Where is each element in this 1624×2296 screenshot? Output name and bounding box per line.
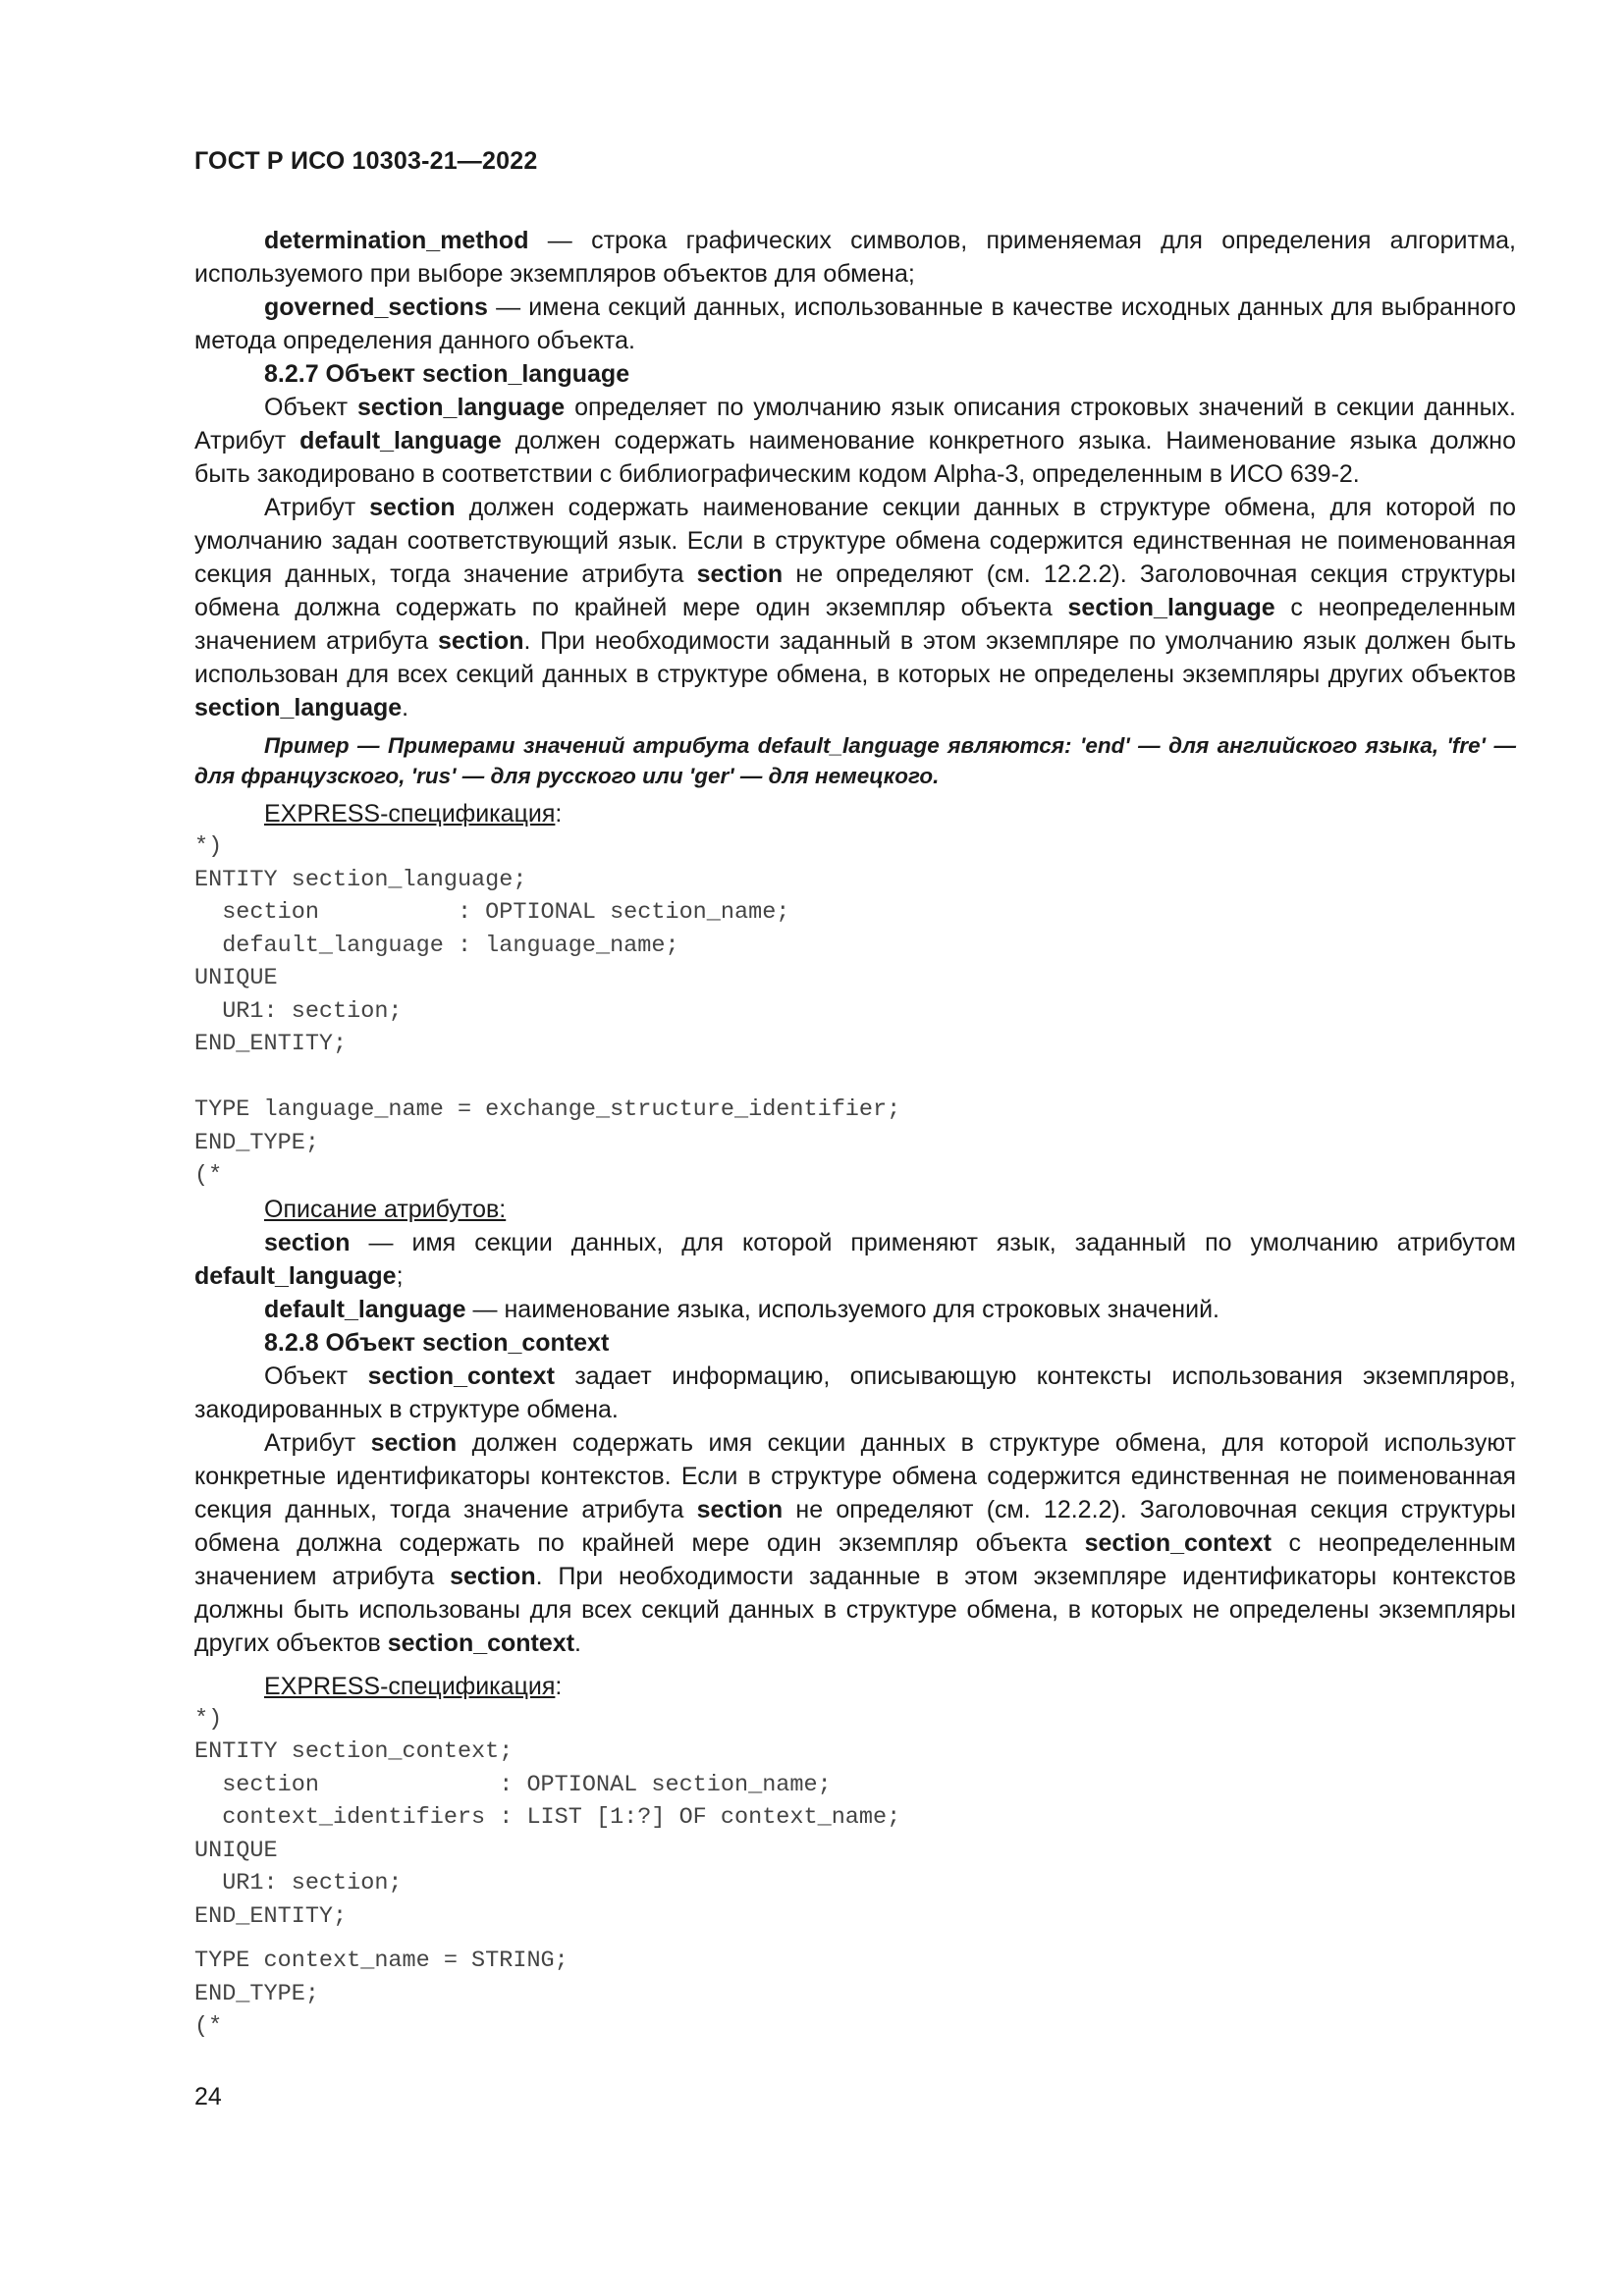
section-heading-8-2-7: 8.2.7 Объект section_language bbox=[264, 360, 630, 388]
paragraph-attr-section: section — имя секции данных, для которой применяют язык, заданный по умолчанию атрибутом default_language; bbox=[194, 1228, 1516, 1290]
attribute-description-label: Описание атрибутов: bbox=[264, 1195, 507, 1223]
example-note: Пример — Примерами значений атрибута default_language являются: 'end' — для английского языка, 'fre' — для французского, 'rus' — для русского или 'ger' — для немецкого. bbox=[194, 733, 1516, 788]
paragraph-section-language-intro: Объект section_language определяет по умолчанию язык описания строковых значений в секции данных. Атрибут default_language должен содержать наименование конкретного языка. Наименование языка должно быть закодировано в соответствии с библиографическим кодом Alpha-3, определенным в ИСО 639-2. bbox=[194, 394, 1516, 488]
express-code-context-name: TYPE context_name = STRING; END_TYPE; (* bbox=[194, 1948, 568, 2040]
paragraph-section-attribute: Атрибут section должен содержать наименование секции данных в структуре обмена, для которой по умолчанию задан соответствующий язык. Если в структуре обмена содержится единственная не поименованная секция данных, тогда значение атрибута section не определяют (см. 12.2.2). Заголовочная секция структуры обмена должна содержать по крайней мере один экземпляр объекта section_language с неопределенным значением атрибута section. При необходимости заданный в этом экземпляре по умолчанию язык должен быть использован для всех секций данных в структуре обмена, в которых не определены экземпляры других объектов section_language. bbox=[194, 494, 1517, 721]
express-code-section-context: *) ENTITY section_context; section : OPTIONAL section_name; context_identifiers : LIST [1:?] OF context_name; UNIQUE UR1: section; END_ENTITY; bbox=[194, 1705, 901, 1930]
page-number: 24 bbox=[194, 2083, 222, 2110]
paragraph-attr-default-language: default_language — наименование языка, используемого для строковых значений. bbox=[264, 1295, 1219, 1323]
express-code-section-language: *) ENTITY section_language; section : OPTIONAL section_name; default_language : language_name; UNIQUE UR1: section; END_ENTITY; TYPE language_name = exchange_structure_identifier; END_TYPE; (* bbox=[194, 833, 901, 1189]
paragraph-governed-sections: governed_sections — имена секций данных, использованные в качестве исходных данных для выбранного метода определения данного объекта. bbox=[194, 294, 1516, 354]
paragraph-section-context-attribute: Атрибут section должен содержать имя секции данных в структуре обмена, для которой используют конкретные идентификаторы контекстов. Если в структуре обмена содержится единственная не поименованная секция данных, тогда значение атрибута section не определяют (см. 12.2.2). Заголовочная секция структуры обмена должна содержать по крайней мере один экземпляр объекта section_context с неопределенным значением атрибута section. При необходимости заданные в этом экземпляре идентификаторы контекстов должны быть использованы для всех секций данных в структуре обмена, в которых не определены экземпляры других объектов section_context. bbox=[194, 1428, 1517, 1657]
document-header: ГОСТ Р ИСО 10303-21—2022 bbox=[194, 147, 538, 175]
express-spec-label-2: EXPRESS-спецификация: bbox=[264, 1672, 563, 1700]
paragraph-determination-method: determination_method — строка графических символов, применяемая для определения алгоритма, используемого при выборе экземпляров объектов для обмена; bbox=[194, 227, 1516, 288]
express-spec-label: EXPRESS-спецификация: bbox=[264, 800, 563, 828]
paragraph-section-context-intro: Объект section_context задает информацию, описывающую контексты использования экземпляров, закодированных в структуре обмена. bbox=[194, 1362, 1516, 1423]
page-body bbox=[194, 224, 1516, 2044]
section-heading-8-2-8: 8.2.8 Объект section_context bbox=[264, 1328, 610, 1357]
